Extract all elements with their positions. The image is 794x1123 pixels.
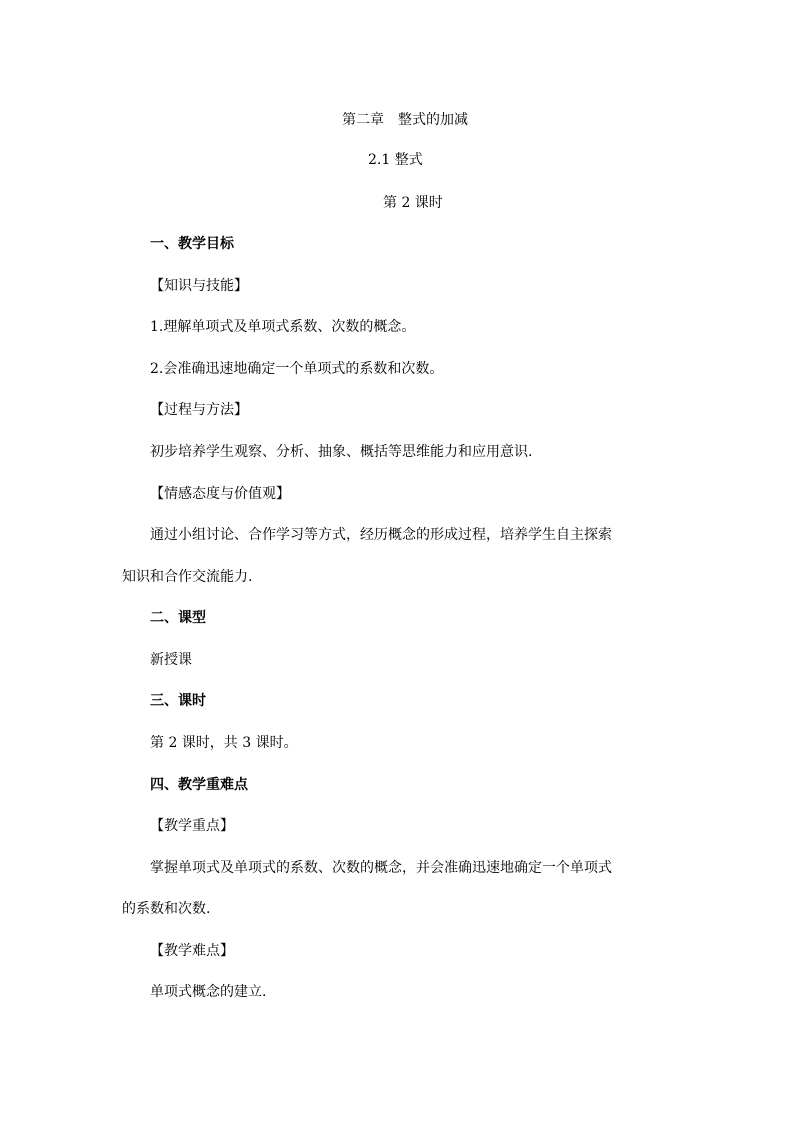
difficult-points-paragraph: 单项式概念的建立. — [150, 984, 267, 1000]
difficult-points-subheading: 【教学难点】 — [150, 943, 234, 959]
key-points-paragraph-line-2: 的系数和次数. — [122, 901, 211, 917]
section-title: 2.1 整式 — [368, 152, 423, 168]
knowledge-skills-subheading: 【知识与技能】 — [150, 278, 248, 294]
chapter-title: 第二章 整式的加减 — [342, 112, 468, 128]
section3-heading: 三、课时 — [150, 693, 206, 709]
section2-heading: 二、课型 — [150, 610, 206, 626]
lesson-title: 第 2 课时 — [383, 195, 443, 211]
section4-heading: 四、教学重难点 — [150, 777, 248, 793]
lesson-type-text: 新授课 — [150, 652, 192, 668]
objective-item-2: 2.会准确迅速地确定一个单项式的系数和次数。 — [150, 361, 444, 377]
attitude-values-subheading: 【情感态度与价值观】 — [150, 486, 290, 502]
process-method-subheading: 【过程与方法】 — [150, 402, 248, 418]
process-method-paragraph: 初步培养学生观察、分析、抽象、概括等思维能力和应用意识. — [150, 444, 533, 460]
attitude-paragraph-line-2: 知识和合作交流能力. — [122, 569, 253, 585]
lesson-count-text: 第 2 课时，共 3 课时。 — [150, 735, 298, 751]
key-points-paragraph-line-1: 掌握单项式及单项式的系数、次数的概念，并会准确迅速地确定一个单项式 — [150, 860, 612, 876]
attitude-paragraph-line-1: 通过小组讨论、合作学习等方式，经历概念的形成过程，培养学生自主探索 — [150, 527, 612, 543]
objective-item-1: 1.理解单项式及单项式系数、次数的概念。 — [150, 319, 416, 335]
key-points-subheading: 【教学重点】 — [150, 818, 234, 834]
section1-heading: 一、教学目标 — [150, 236, 234, 252]
